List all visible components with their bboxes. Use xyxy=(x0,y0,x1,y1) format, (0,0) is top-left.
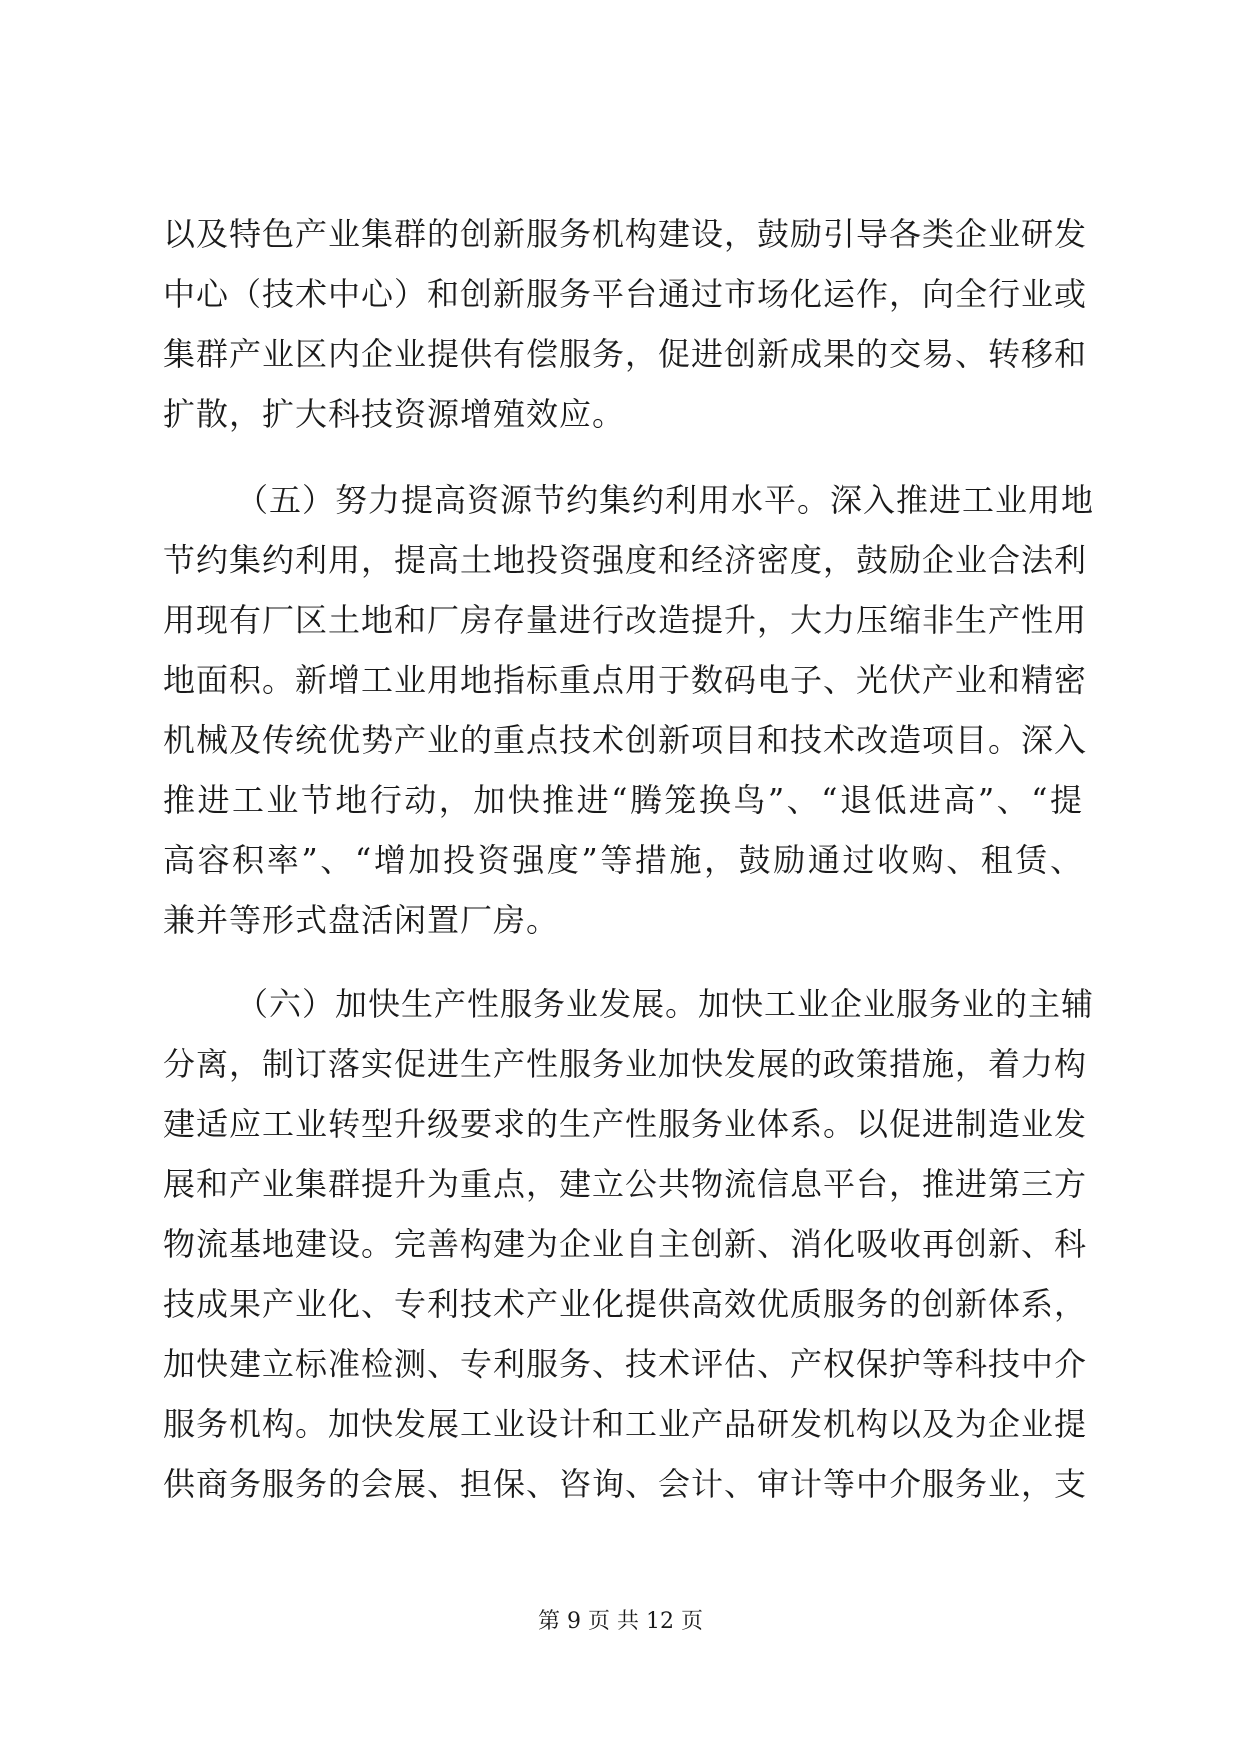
paragraph-line: 加快建立标准检测、专利服务、技术评估、产权保护等科技中介 xyxy=(163,1345,1088,1383)
paragraph-line: 兼并等形式盘活闲置厂房。 xyxy=(163,901,560,939)
paragraph-line: 供商务服务的会展、担保、咨询、会计、审计等中介服务业，支 xyxy=(163,1465,1088,1503)
paragraph-line: 用现有厂区土地和厂房存量进行改造提升，大力压缩非生产性用 xyxy=(163,601,1088,639)
paragraph-line: 物流基地建设。完善构建为企业自主创新、消化吸收再创新、科 xyxy=(163,1225,1088,1263)
paragraph-line: 扩散，扩大科技资源增殖效应。 xyxy=(163,395,626,433)
paragraph-line: 中心（技术中心）和创新服务平台通过市场化运作，向全行业或 xyxy=(163,275,1088,313)
paragraph-line: 节约集约利用，提高土地投资强度和经济密度，鼓励企业合法利 xyxy=(163,541,1088,579)
paragraph-line: 分离，制订落实促进生产性服务业加快发展的政策措施，着力构 xyxy=(163,1045,1088,1083)
paragraph-line: 服务机构。加快发展工业设计和工业产品研发机构以及为企业提 xyxy=(163,1405,1088,1443)
paragraph-line: 建适应工业转型升级要求的生产性服务业体系。以促进制造业发 xyxy=(163,1105,1088,1143)
paragraph-line: 展和产业集群提升为重点，建立公共物流信息平台，推进第三方 xyxy=(163,1165,1088,1203)
paragraph-line: 地面积。新增工业用地指标重点用于数码电子、光伏产业和精密 xyxy=(163,661,1088,699)
paragraph-line: 技成果产业化、专利技术产业化提供高效优质服务的创新体系， xyxy=(163,1285,1088,1323)
paragraph-line: 推进工业节地行动，加快推进“腾笼换鸟”、“退低进高”、“提 xyxy=(163,781,1083,819)
page-number-footer: 第 9 页 共 12 页 xyxy=(538,1609,703,1634)
paragraph-line: 机械及传统优势产业的重点技术创新项目和技术改造项目。深入 xyxy=(163,721,1088,759)
paragraph-line: 以及特色产业集群的创新服务机构建设，鼓励引导各类企业研发 xyxy=(163,215,1088,253)
paragraph-line: 集群产业区内企业提供有偿服务，促进创新成果的交易、转移和 xyxy=(163,335,1088,373)
paragraph-line: 高容积率”、“增加投资强度”等措施，鼓励通过收购、租赁、 xyxy=(163,841,1083,879)
paragraph-line: （五）努力提高资源节约集约利用水平。深入推进工业用地 xyxy=(236,481,1095,519)
paragraph-line: （六）加快生产性服务业发展。加快工业企业服务业的主辅 xyxy=(236,985,1095,1023)
